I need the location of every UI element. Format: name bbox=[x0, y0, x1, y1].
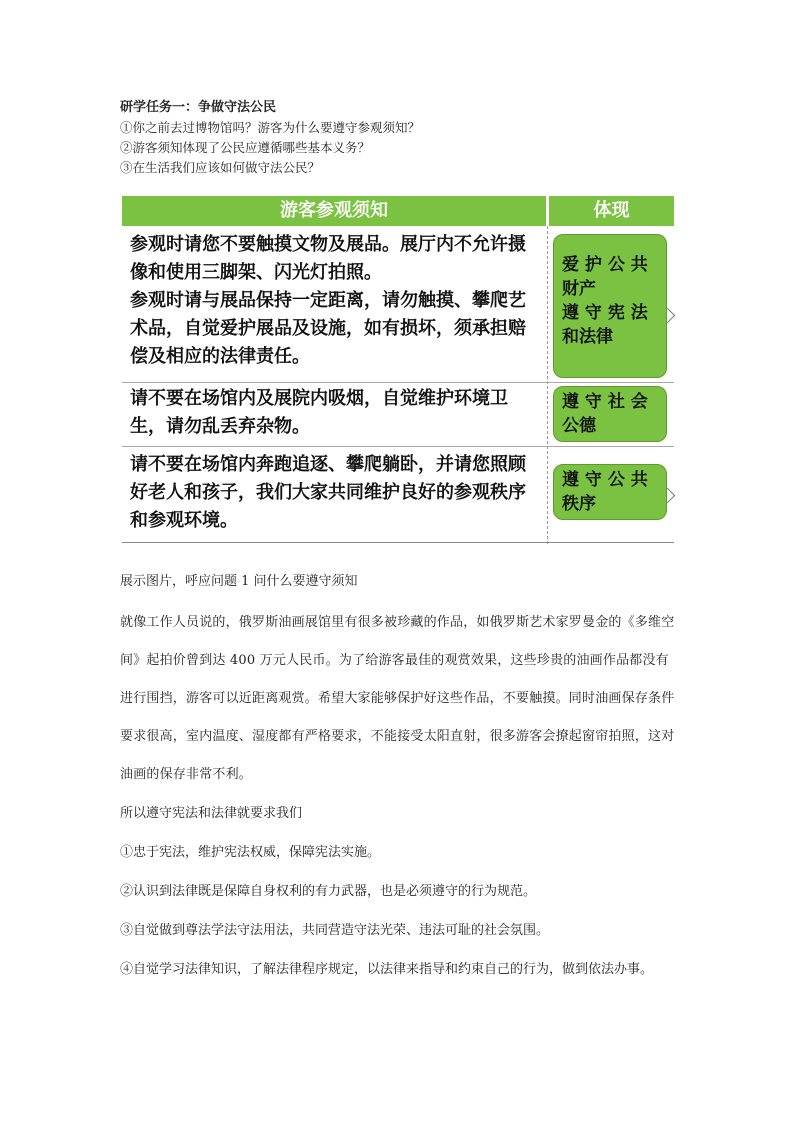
notice-text: 请不要在场馆内奔跑追逐、攀爬躺卧，并请您照顾好老人和孩子，我们大家共同维护良好的参观秩序和参观环境。 bbox=[130, 454, 526, 531]
obligation-badge: 爱 护 公 共 财产 遵 守 宪 法 和法律 bbox=[553, 234, 667, 378]
question-3: ③在生活我们应该如何做守法公民？ bbox=[120, 160, 321, 175]
table-bottom-border bbox=[122, 542, 674, 543]
lead-sentence: 所以遵守宪法和法律就要求我们 bbox=[120, 806, 303, 821]
point-item: ④自觉学习法律知识，了解法律程序规定，以法律来指导和约束自己的行为，做到依法办事。 bbox=[120, 962, 654, 977]
task-title: 研学任务一：争做守法公民 bbox=[120, 100, 277, 115]
notice-text: 参观时请您不要触摸文物及展品。展厅内不允许摄像和使用三脚架、闪光灯拍照。 参观时请与展品保持一定距离，请勿触摸、攀爬艺术品，自觉爱护展品及设施，如有损坏，须承担赔偿及相应的法律责任。 bbox=[130, 234, 526, 367]
visitor-notice-figure bbox=[122, 196, 674, 544]
reflection-header: 体现 bbox=[549, 196, 674, 226]
obligation-badge: 遵 守 社 会 公德 bbox=[553, 386, 667, 442]
explanation-paragraph: 就像工作人员说的，俄罗斯油画展馆里有很多被珍藏的作品，如俄罗斯艺术家罗曼金的《多维空间》起拍价曾到达 400 万元人民币。为了给游客最佳的观赏效果，这些珍贵的油画作品都没有进行围挡，游客可以近距离观赏。希望大家能够保护好这些作品，不要触摸。同时油画保存条件要求很高，室内温度、湿度都有严格要求，不能接受太阳直射，很多游客会撩起窗帘拍照，这对油画的保存非常不利。 bbox=[120, 615, 675, 782]
obligation-badge: 遵 守 公 共 秩序 bbox=[553, 464, 667, 520]
notice-text: 请不要在场馆内及展院内吸烟，自觉维护环境卫生，请勿乱丢弃杂物。 bbox=[130, 388, 508, 437]
point-item: ①忠于宪法，维护宪法权威，保障宪法实施。 bbox=[120, 845, 381, 860]
question-2: ②游客须知体现了公民应遵循哪些基本义务？ bbox=[120, 140, 371, 155]
explanation-section bbox=[120, 570, 680, 989]
question-1: ①你之前去过博物馆吗？游客为什么要遵守参观须知？ bbox=[120, 120, 421, 135]
notice-header: 游客参观须知 bbox=[122, 196, 546, 226]
notice-row bbox=[122, 384, 674, 442]
point-item: ②认识到法律既是保障自身权利的有力武器，也是必须遵守的行为规范。 bbox=[120, 884, 537, 899]
task-intro bbox=[120, 98, 680, 178]
caption: 展示图片，呼应问题 1 问什么要遵守须知 bbox=[120, 574, 358, 589]
row-separator bbox=[122, 446, 674, 447]
point-item: ③自觉做到尊法学法守法用法，共同营造守法光荣、违法可耻的社会氛围。 bbox=[120, 923, 550, 938]
row-separator bbox=[122, 382, 674, 383]
notice-row bbox=[122, 228, 674, 378]
notice-row bbox=[122, 450, 674, 540]
